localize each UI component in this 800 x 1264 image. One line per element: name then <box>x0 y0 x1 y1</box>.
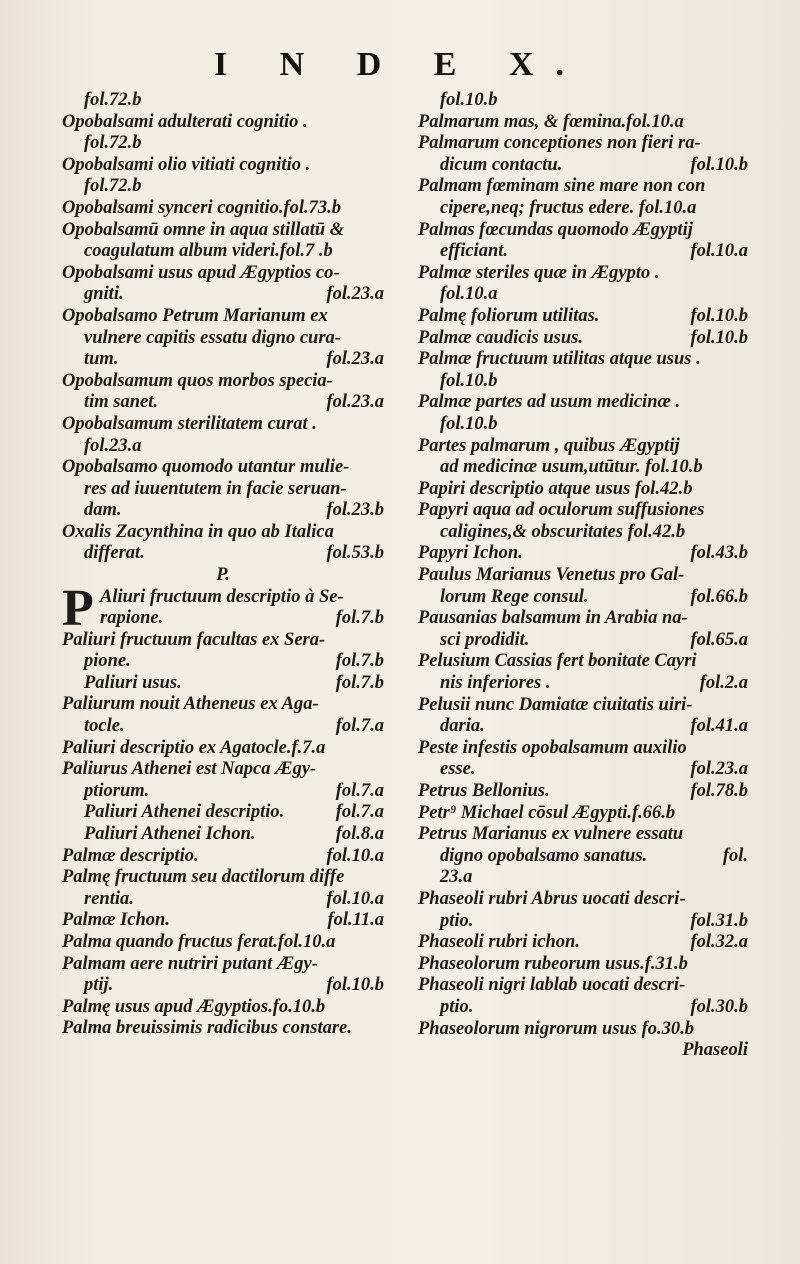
entry-text: Opobalsami olio vitiati cognitio . <box>62 154 311 175</box>
entry-text: Petrus Bellonius. <box>418 781 550 801</box>
folio-reference: fol.7.b <box>335 651 384 672</box>
folio-reference: fol.10.b <box>690 154 748 175</box>
entry-text: fol.10.b <box>440 370 498 391</box>
entry-text: Opobalsamo Petrum Marianum ex <box>62 305 328 326</box>
folio-reference: fol.23.a <box>326 284 384 305</box>
index-entry <box>62 500 384 522</box>
index-entry <box>418 954 748 976</box>
index-entry <box>418 176 748 198</box>
index-entry <box>418 284 748 306</box>
folio-reference: fol.7.b <box>335 608 384 629</box>
entry-text: Pausanias balsamum in Arabia na- <box>418 608 688 629</box>
index-entry <box>62 759 384 781</box>
index-entry <box>418 263 748 285</box>
index-entry <box>62 543 384 565</box>
page-header: I N D E X. <box>213 46 587 83</box>
index-entry <box>418 1040 748 1062</box>
entry-text: dam. <box>84 500 122 521</box>
entry-text: nis inferiores . <box>440 673 551 694</box>
entry-text: Palmę usus apud Ægyptios.fo.10.b <box>62 996 326 1017</box>
index-entry <box>418 824 748 846</box>
folio-reference: fol. <box>722 845 748 866</box>
entry-text: Paliuri descriptio ex Agatocle.f.7.a <box>62 737 326 758</box>
index-entry <box>418 565 748 587</box>
index-entry <box>418 414 748 436</box>
index-entry <box>62 349 384 371</box>
index-entry <box>418 241 748 263</box>
entry-text: fol.72.b <box>84 176 142 197</box>
index-entry <box>62 932 384 954</box>
entry-text: Phaseolorum rubeorum usus.f.31.b <box>418 953 688 974</box>
index-entry <box>62 198 384 220</box>
entry-text: res ad iuuentutem in facie seruan- <box>84 478 347 499</box>
folio-reference: fol.43.b <box>690 543 748 564</box>
folio-reference: fol.7.a <box>335 780 384 801</box>
entry-text: Palmas fœcundas quomodo Ægyptij <box>418 219 693 240</box>
entry-text: ad medicinæ usum,utūtur. fol.10.b <box>440 457 703 478</box>
index-entry <box>62 1018 384 1040</box>
folio-reference: fol.10.a <box>326 845 384 866</box>
index-entry <box>418 371 748 393</box>
entry-text: tum. <box>84 349 119 370</box>
index-entry <box>62 694 384 716</box>
index-entry <box>418 587 748 609</box>
index-entry <box>62 910 384 932</box>
index-entry <box>418 803 748 825</box>
index-entry <box>418 457 748 479</box>
entry-text: Papyri Ichon. <box>418 543 523 564</box>
entry-text: Palmæ Ichon. <box>62 910 170 931</box>
index-entry <box>418 911 748 933</box>
entry-text: caligines,& obscuritates fol.42.b <box>440 521 686 542</box>
entry-text: Paliurum nouit Atheneus ex Aga- <box>62 694 319 715</box>
entry-text: fol.10.a <box>440 284 498 305</box>
folio-reference: fol.53.b <box>326 543 384 564</box>
entry-text: Petr⁹ Michael cōsul Ægypti.f.66.b <box>418 802 676 823</box>
index-entry <box>62 220 384 242</box>
index-entry <box>62 436 384 458</box>
entry-text: Phaseoli <box>682 1040 748 1061</box>
folio-reference: fol.23.a <box>690 759 748 780</box>
entry-text: Palmę fructuum seu dactilorum diffe <box>62 867 345 888</box>
index-entry <box>62 284 384 306</box>
index-entry <box>418 695 748 717</box>
index-entry <box>62 176 384 198</box>
index-entry <box>62 781 384 803</box>
entry-text: dicum contactu. <box>440 154 563 175</box>
entry-text: Palmam fœminam sine mare non con <box>418 176 706 197</box>
entry-text: coagulatum album videri.fol.7 .b <box>84 241 333 262</box>
index-entry <box>62 565 384 587</box>
entry-text: Phaseoli rubri ichon. <box>418 932 580 953</box>
entry-text: Aliuri fructuum descriptio à Se- <box>100 586 344 607</box>
entry-text: efficiant. <box>440 241 508 262</box>
index-entry <box>62 457 384 479</box>
folio-reference: fol.32.a <box>690 932 748 953</box>
entry-text: digno opobalsamo sanatus. <box>440 845 648 866</box>
entry-text: Oxalis Zacynthina in quo ab Italica <box>62 521 334 542</box>
folio-reference: fol.23.a <box>326 392 384 413</box>
index-entry <box>62 112 384 134</box>
index-entry <box>62 90 384 112</box>
entry-text: Phaseoli nigri lablab uocati descri- <box>418 975 686 996</box>
entry-text: Palmarum mas, & fœmina.fol.10.a <box>418 111 684 132</box>
right-column <box>418 90 748 1062</box>
entry-text: Phaseolorum nigrorum usus fo.30.b <box>418 1018 695 1039</box>
folio-reference: fol.7.a <box>335 802 384 823</box>
entry-text: differat. <box>84 543 145 564</box>
index-entry <box>62 263 384 285</box>
index-entry <box>418 522 748 544</box>
entry-text: cipere,neq; fructus edere. fol.10.a <box>440 197 697 218</box>
entry-text: tim sanet. <box>84 392 159 413</box>
index-entry <box>418 889 748 911</box>
index-entry <box>418 112 748 134</box>
index-entry <box>62 867 384 889</box>
folio-reference: fol.23.b <box>326 500 384 521</box>
entry-text: Palmę foliorum utilitas. <box>418 305 600 326</box>
index-entry <box>62 651 384 673</box>
folio-reference: fol.10.a <box>326 888 384 909</box>
index-entry <box>418 716 748 738</box>
index-entry <box>418 738 748 760</box>
folio-reference: fol.8.a <box>335 824 384 844</box>
index-entry <box>418 155 748 177</box>
index-entry <box>418 932 748 954</box>
folio-reference: fol.7.a <box>335 716 384 737</box>
entry-text: Opobalsami usus apud Ægyptios co- <box>62 262 340 283</box>
entry-text: Paliuri usus. <box>84 672 182 693</box>
index-entry <box>62 889 384 911</box>
entry-text: Opobalsamum quos morbos specia- <box>62 370 333 391</box>
folio-reference: fol.31.b <box>690 910 748 931</box>
index-entry <box>418 328 748 350</box>
folio-reference: fol.41.a <box>690 716 748 737</box>
entry-text: 23.a <box>440 867 473 888</box>
entry-text: Palma quando fructus ferat.fol.10.a <box>62 931 336 952</box>
index-entry <box>418 846 748 868</box>
entry-text: Palmæ descriptio. <box>62 845 199 866</box>
index-entry <box>418 198 748 220</box>
index-entry <box>418 673 748 695</box>
entry-text: Opobalsamū omne in aqua stillatū & <box>62 219 345 240</box>
entry-text: Peste infestis opobalsamum auxilio <box>418 737 687 758</box>
index-entry <box>62 673 384 695</box>
entry-text: Opobalsami synceri cognitio.fol.73.b <box>62 197 342 218</box>
index-entry <box>62 975 384 997</box>
entry-text: Paliurus Athenei est Napca Ægy- <box>62 759 317 780</box>
index-entry <box>62 133 384 155</box>
index-entry <box>62 414 384 436</box>
folio-reference: fol.10.b <box>690 327 748 348</box>
entry-text: ptiorum. <box>84 780 150 801</box>
folio-reference: fol.65.a <box>690 629 748 650</box>
entry-text: Palma breuissimis radicibus constare. <box>62 1018 352 1039</box>
entry-text: Opobalsamo quomodo utantur mulie- <box>62 457 350 478</box>
entry-text: Palmam aere nutriri putant Ægy- <box>62 953 318 974</box>
index-entry <box>418 759 748 781</box>
entry-text: Paliuri fructuum facultas ex Sera- <box>62 629 326 650</box>
index-entry <box>62 522 384 544</box>
index-entry <box>62 392 384 414</box>
folio-reference: fol.2.a <box>699 673 748 694</box>
folio-reference: fol.23.a <box>326 349 384 370</box>
entry-text: Petrus Marianus ex vulnere essatu <box>418 824 684 845</box>
index-entry <box>62 738 384 760</box>
index-entry <box>62 802 384 824</box>
folio-reference: fol.66.b <box>690 586 748 607</box>
entry-text: pione. <box>84 651 131 672</box>
folio-reference: fol.10.b <box>690 305 748 326</box>
index-entry <box>418 349 748 371</box>
index-entry <box>62 954 384 976</box>
index-entry <box>418 479 748 501</box>
index-entry <box>418 306 748 328</box>
folio-reference: fol.10.b <box>326 975 384 996</box>
entry-text: fol.10.b <box>440 90 498 110</box>
index-entry <box>62 371 384 393</box>
entry-text: esse. <box>440 759 476 780</box>
entry-text: Papyri aqua ad oculorum suffusiones <box>418 500 705 521</box>
index-entry <box>418 500 748 522</box>
entry-text: rentia. <box>84 888 134 909</box>
entry-text: Papiri descriptio atque usus fol.42.b <box>418 478 693 499</box>
index-entry <box>62 824 384 846</box>
index-entry <box>418 543 748 565</box>
entry-text: ptio. <box>440 996 474 1017</box>
drop-capital: P <box>62 579 94 637</box>
index-entry <box>418 608 748 630</box>
index-entry <box>62 155 384 177</box>
entry-text: P. <box>216 565 230 586</box>
index-entry <box>418 133 748 155</box>
index-entry <box>418 630 748 652</box>
entry-text: Palmæ caudicis usus. <box>418 327 583 348</box>
entry-text: Pelusii nunc Damiatæ ciuitatis uiri- <box>418 694 693 715</box>
folio-reference: fol.10.a <box>690 241 748 262</box>
entry-text: Phaseoli rubri Abrus uocati descri- <box>418 888 686 909</box>
index-entry <box>62 241 384 263</box>
index-entry <box>62 630 384 652</box>
entry-text: lorum Rege consul. <box>440 586 589 607</box>
index-entry <box>418 997 748 1019</box>
index-entry <box>62 716 384 738</box>
entry-text: fol.10.b <box>440 413 498 434</box>
index-entry <box>62 328 384 350</box>
index-entry <box>62 997 384 1019</box>
left-column <box>62 90 384 1040</box>
entry-text: rapione. <box>100 608 164 629</box>
entry-text: fol.72.b <box>84 90 142 110</box>
entry-text: Palmarum conceptiones non fieri ra- <box>418 133 701 154</box>
entry-text: gniti. <box>84 284 124 305</box>
entry-text: Palmæ steriles quæ in Ægypto . <box>418 262 660 283</box>
entry-text: Paliuri Athenei Ichon. <box>84 824 256 844</box>
entry-text: Palmæ partes ad usum medicinæ . <box>418 392 681 413</box>
folio-reference: fol.11.a <box>327 910 384 931</box>
folio-reference: fol.30.b <box>690 996 748 1017</box>
index-entry <box>418 651 748 673</box>
index-entry <box>418 436 748 458</box>
entry-text: Palmæ fructuum utilitas atque usus . <box>418 349 701 370</box>
entry-text: Paulus Marianus Venetus pro Gal- <box>418 565 685 586</box>
entry-text: Pelusium Cassias fert bonitate Cayri <box>418 651 697 672</box>
entry-text: Opobalsamum sterilitatem curat . <box>62 413 317 434</box>
index-entry <box>418 220 748 242</box>
entry-text: vulnere capitis essatu digno cura- <box>84 327 341 348</box>
entry-text: sci prodidit. <box>440 629 530 650</box>
index-entry <box>418 90 748 112</box>
dropcap-entry <box>62 579 384 637</box>
index-entry <box>418 1019 748 1041</box>
entry-text: fol.23.a <box>84 435 142 456</box>
entry-text: Paliuri Athenei descriptio. <box>84 802 285 823</box>
entry-text: Opobalsami adulterati cognitio . <box>62 111 308 132</box>
entry-text: Partes palmarum , quibus Ægyptij <box>418 435 680 456</box>
entry-text: tocle. <box>84 716 125 737</box>
entry-text: fol.72.b <box>84 133 142 154</box>
folio-reference: fol.7.b <box>335 672 384 693</box>
index-entry <box>62 479 384 501</box>
index-entry <box>62 306 384 328</box>
index-entry <box>418 975 748 997</box>
folio-reference: fol.78.b <box>690 781 748 801</box>
entry-text: ptio. <box>440 910 474 931</box>
index-entry <box>418 867 748 889</box>
entry-text: ptij. <box>84 975 114 996</box>
index-entry <box>62 846 384 868</box>
index-entry <box>418 392 748 414</box>
index-entry <box>418 781 748 803</box>
entry-text: daria. <box>440 716 485 737</box>
